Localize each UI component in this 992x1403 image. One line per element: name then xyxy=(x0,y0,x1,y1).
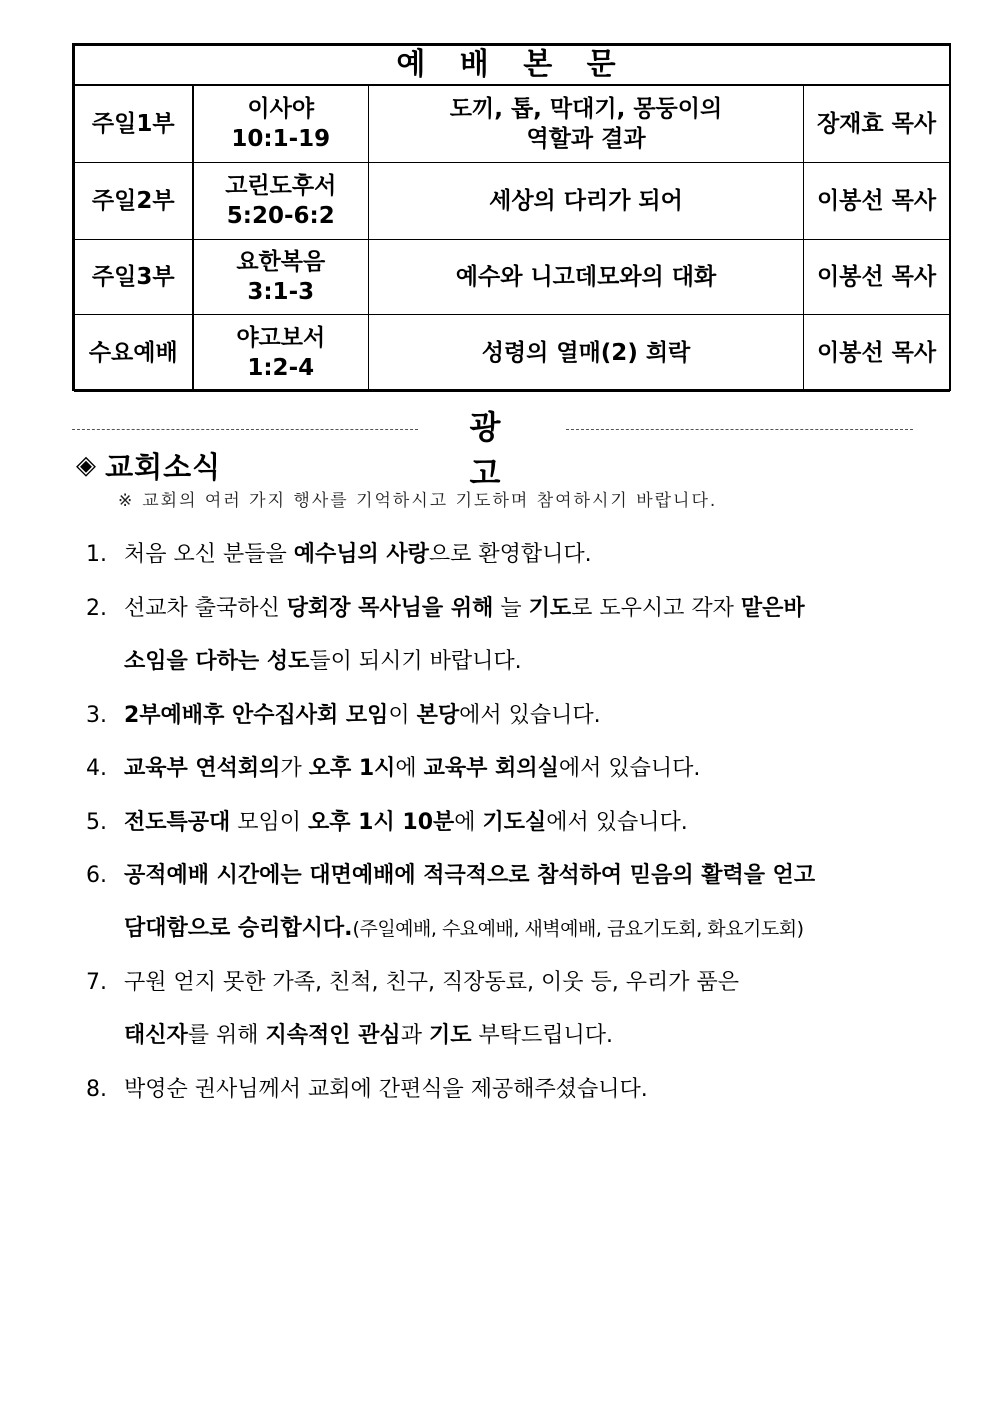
sermon-title-line1: 세상의 다리가 되어 xyxy=(489,187,683,214)
sermon-title-line2: 역할과 결과 xyxy=(526,125,646,152)
item-number: 2. xyxy=(86,596,107,621)
announcement-item xyxy=(86,1075,648,1105)
scripture-cell xyxy=(193,314,369,391)
emphasized-text: 오후 1시 xyxy=(308,756,396,781)
item-number: 3. xyxy=(86,703,107,728)
table-row xyxy=(75,239,950,314)
scripture-book: 이사야 xyxy=(247,95,315,122)
emphasized-text: 지속적인 관심 xyxy=(265,1023,401,1048)
emphasized-text: 2부예배후 안수집사회 모임 xyxy=(124,703,389,728)
item-number: 8. xyxy=(86,1077,107,1102)
diamond-bullet-icon: ◈ xyxy=(76,450,96,481)
service-name: 주일1부 xyxy=(75,85,193,162)
sermon-title-line1: 성령의 열매(2) 희락 xyxy=(481,339,691,366)
table-row xyxy=(75,85,950,162)
worship-table xyxy=(74,45,950,392)
scripture-cell xyxy=(193,162,369,239)
service-name: 수요예배 xyxy=(75,314,193,391)
scripture-book: 야고보서 xyxy=(236,324,326,351)
announcement-item-continuation xyxy=(124,914,803,944)
emphasized-text: 맡은바 xyxy=(740,596,805,621)
announcement-item xyxy=(86,701,601,731)
scripture-verse: 5:20-6:2 xyxy=(226,202,335,229)
item-text: 박영순 권사님께서 교회에 간편식을 제공해주셨습니다. xyxy=(124,1077,648,1102)
item-text: 로 도우시고 각자 xyxy=(571,596,741,621)
emphasized-text: 전도특공대 xyxy=(124,810,231,835)
emphasized-text: 담대함으로 승리합시다. xyxy=(124,916,353,941)
ads-title: 광 고 xyxy=(469,408,529,492)
sermon-title-line1: 도끼, 톱, 막대기, 몽둥이의 xyxy=(449,95,723,122)
item-text: (주일예배, 수요예배, 새벽예배, 금요기도회, 화요기도회) xyxy=(352,918,804,940)
note-text: 교회의 여러 가지 행사를 기억하시고 기도하며 참여하시기 바랍니다. xyxy=(142,491,718,511)
emphasized-text: 예수님의 사랑 xyxy=(293,542,429,567)
item-text: 에서 있습니다. xyxy=(558,756,701,781)
item-text: 으로 환영합니다. xyxy=(428,542,592,567)
scripture-verse: 1:2-4 xyxy=(247,354,315,381)
item-text: 에 xyxy=(454,810,483,835)
announcement-item xyxy=(86,861,815,891)
scripture-cell xyxy=(193,239,369,314)
emphasized-text: 기도 xyxy=(528,596,572,621)
table-row xyxy=(75,314,950,391)
item-number: 7. xyxy=(86,970,107,995)
emphasized-text: 기도실 xyxy=(482,810,547,835)
church-news-note xyxy=(118,486,717,511)
announcement-item xyxy=(86,968,739,998)
item-text: 과 xyxy=(400,1023,429,1048)
emphasized-text: 당회장 목사님을 위해 xyxy=(286,596,494,621)
emphasized-text: 공적예배 시간에는 대면예배에 적극적으로 참석하여 믿음의 활력을 얻고 xyxy=(124,863,816,888)
item-text: 가 xyxy=(280,756,309,781)
item-number: 1. xyxy=(86,542,107,567)
announcement-item xyxy=(86,754,700,784)
item-text: 에서 있습니다. xyxy=(459,703,601,728)
preacher-name: 이봉선 목사 xyxy=(804,314,950,391)
item-text: 처음 오신 분들을 xyxy=(124,542,294,567)
dashed-rule-right xyxy=(566,429,913,430)
announcement-item-continuation xyxy=(124,647,522,677)
item-text: 늘 xyxy=(493,596,529,621)
dashed-rule-left xyxy=(72,429,418,430)
announcement-item xyxy=(86,808,688,838)
item-text: 모임이 xyxy=(230,810,309,835)
item-text: 를 위해 xyxy=(187,1023,266,1048)
emphasized-text: 태신자 xyxy=(124,1023,188,1048)
announcement-item-continuation xyxy=(124,1021,613,1051)
emphasized-text: 오후 1시 10분 xyxy=(308,810,455,835)
announcement-item xyxy=(86,540,592,570)
scripture-verse: 3:1-3 xyxy=(247,278,315,305)
emphasized-text: 소임을 다하는 성도 xyxy=(124,649,310,674)
item-text: 에서 있습니다. xyxy=(546,810,688,835)
preacher-name: 이봉선 목사 xyxy=(804,239,950,314)
section-title: 교회소식 xyxy=(105,450,222,484)
sermon-title-cell xyxy=(369,162,804,239)
scripture-cell xyxy=(193,85,369,162)
sermon-title-cell xyxy=(369,85,804,162)
announcement-item xyxy=(86,594,805,624)
church-news-heading xyxy=(76,445,221,486)
item-text: 선교차 출국하신 xyxy=(124,596,287,621)
item-number: 5. xyxy=(86,810,107,835)
service-name: 주일3부 xyxy=(75,239,193,314)
preacher-name: 이봉선 목사 xyxy=(804,162,950,239)
emphasized-text: 교육부 연석회의 xyxy=(124,756,281,781)
emphasized-text: 기도 xyxy=(428,1023,472,1048)
item-number: 6. xyxy=(86,863,107,888)
worship-table-title: 예 배 본 문 xyxy=(75,46,950,86)
service-name: 주일2부 xyxy=(75,162,193,239)
item-number: 4. xyxy=(86,756,107,781)
item-text: 구원 얻지 못한 가족, 친척, 친구, 직장동료, 이웃 등, 우리가 품은 xyxy=(124,970,739,995)
sermon-title-cell xyxy=(369,239,804,314)
sermon-title-cell xyxy=(369,314,804,391)
item-text: 들이 되시기 바랍니다. xyxy=(309,649,522,674)
scripture-book: 고린도후서 xyxy=(225,172,337,199)
scripture-verse: 10:1-19 xyxy=(231,125,331,152)
reference-mark-icon: ※ xyxy=(118,491,135,511)
sermon-title-line1: 예수와 니고데모와의 대화 xyxy=(455,263,717,290)
scripture-book: 요한복음 xyxy=(236,248,326,275)
item-text: 부탁드립니다. xyxy=(471,1023,613,1048)
item-text: 에 xyxy=(395,756,424,781)
emphasized-text: 교육부 회의실 xyxy=(423,756,559,781)
preacher-name: 장재효 목사 xyxy=(804,85,950,162)
worship-scripture-table xyxy=(72,43,951,391)
table-row xyxy=(75,162,950,239)
item-text: 이 xyxy=(388,703,417,728)
emphasized-text: 본당 xyxy=(416,703,460,728)
